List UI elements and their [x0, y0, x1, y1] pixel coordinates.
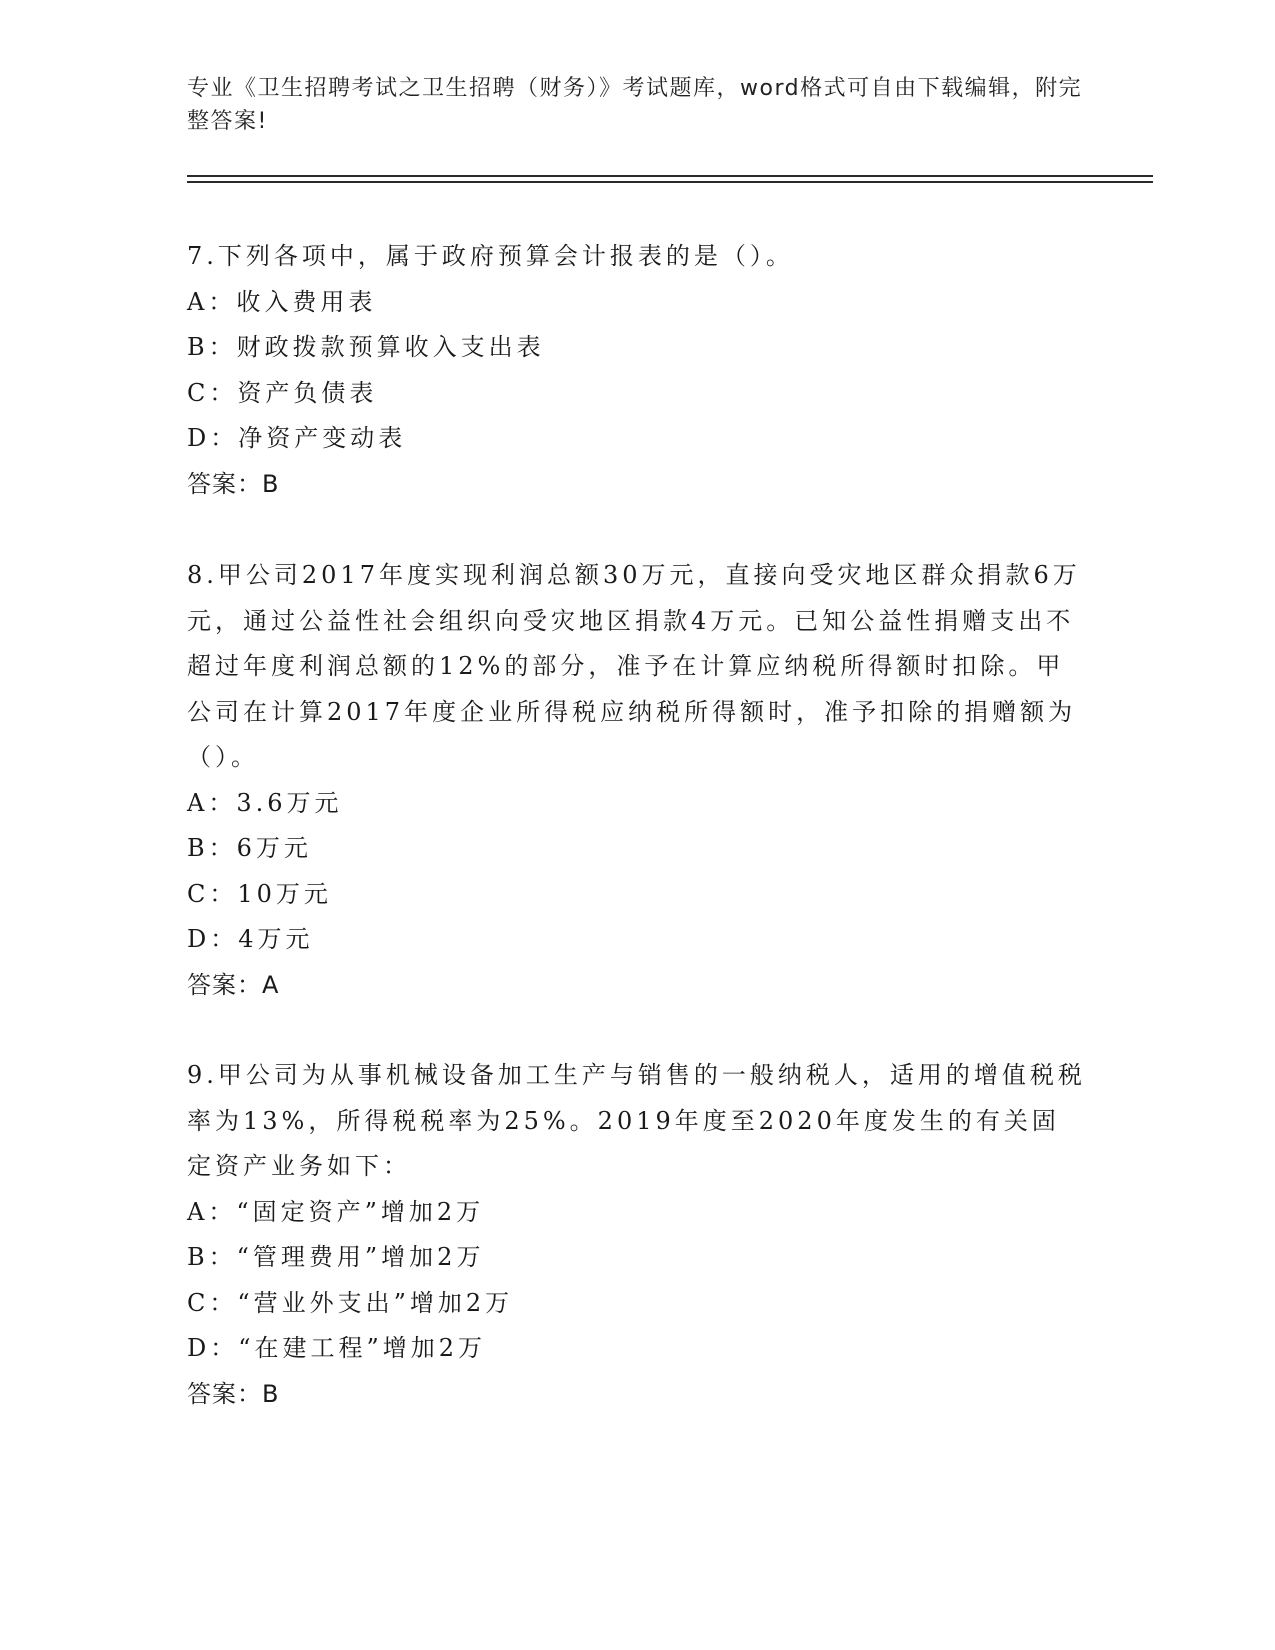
answer-line: 答案：B: [187, 1379, 280, 1408]
option-d: D：净资产变动表: [187, 424, 407, 452]
option-b: B：“管理费用”增加2万: [187, 1243, 485, 1271]
option-b: B：6万元: [187, 834, 312, 862]
option-d: D：4万元: [187, 925, 314, 953]
option-a: A：“固定资产”增加2万: [187, 1197, 485, 1226]
option-d: D：“在建工程”增加2万: [187, 1334, 487, 1362]
question-text: 7.下列各项中，属于政府预算会计报表的是（）。: [187, 242, 794, 270]
option-c: C：10万元: [187, 879, 332, 908]
question-text: 9.甲公司为从事机械设备加工生产与销售的一般纳税人，适用的增值税税率为13%，所得税税率为25%。2019年度至2020年度发生的有关固定资产业务如下：: [187, 1061, 1086, 1180]
answer-line: 答案：B: [187, 469, 280, 498]
question-9: [187, 1053, 1087, 1417]
answer-line: 答案：A: [187, 970, 280, 999]
option-a: A：收入费用表: [187, 287, 377, 316]
header-divider-top: [187, 175, 1153, 177]
question-7: [187, 234, 1087, 507]
header-text: 专业《卫生招聘考试之卫生招聘（财务）》考试题库，word格式可自由下载编辑，附完整答案!: [187, 76, 1083, 134]
question-8: [187, 553, 1087, 1008]
option-b: B：财政拨款预算收入支出表: [187, 333, 545, 361]
option-c: C：“营业外支出”增加2万: [187, 1288, 514, 1317]
header-divider-bottom: [187, 181, 1153, 183]
option-c: C：资产负债表: [187, 378, 378, 407]
option-a: A：3.6万元: [187, 788, 343, 817]
document-header: [187, 72, 1087, 138]
question-text: 8.甲公司2017年度实现利润总额30万元，直接向受灾地区群众捐款6万元，通过公益性社会组织向受灾地区捐款4万元。已知公益性捐赠支出不超过年度利润总额的12%的部分，准予在计算应纳税所得额时扣除。甲公司在计算2017年度企业所得税应纳税所得额时，准予扣除的捐赠额为（）。: [187, 561, 1081, 771]
